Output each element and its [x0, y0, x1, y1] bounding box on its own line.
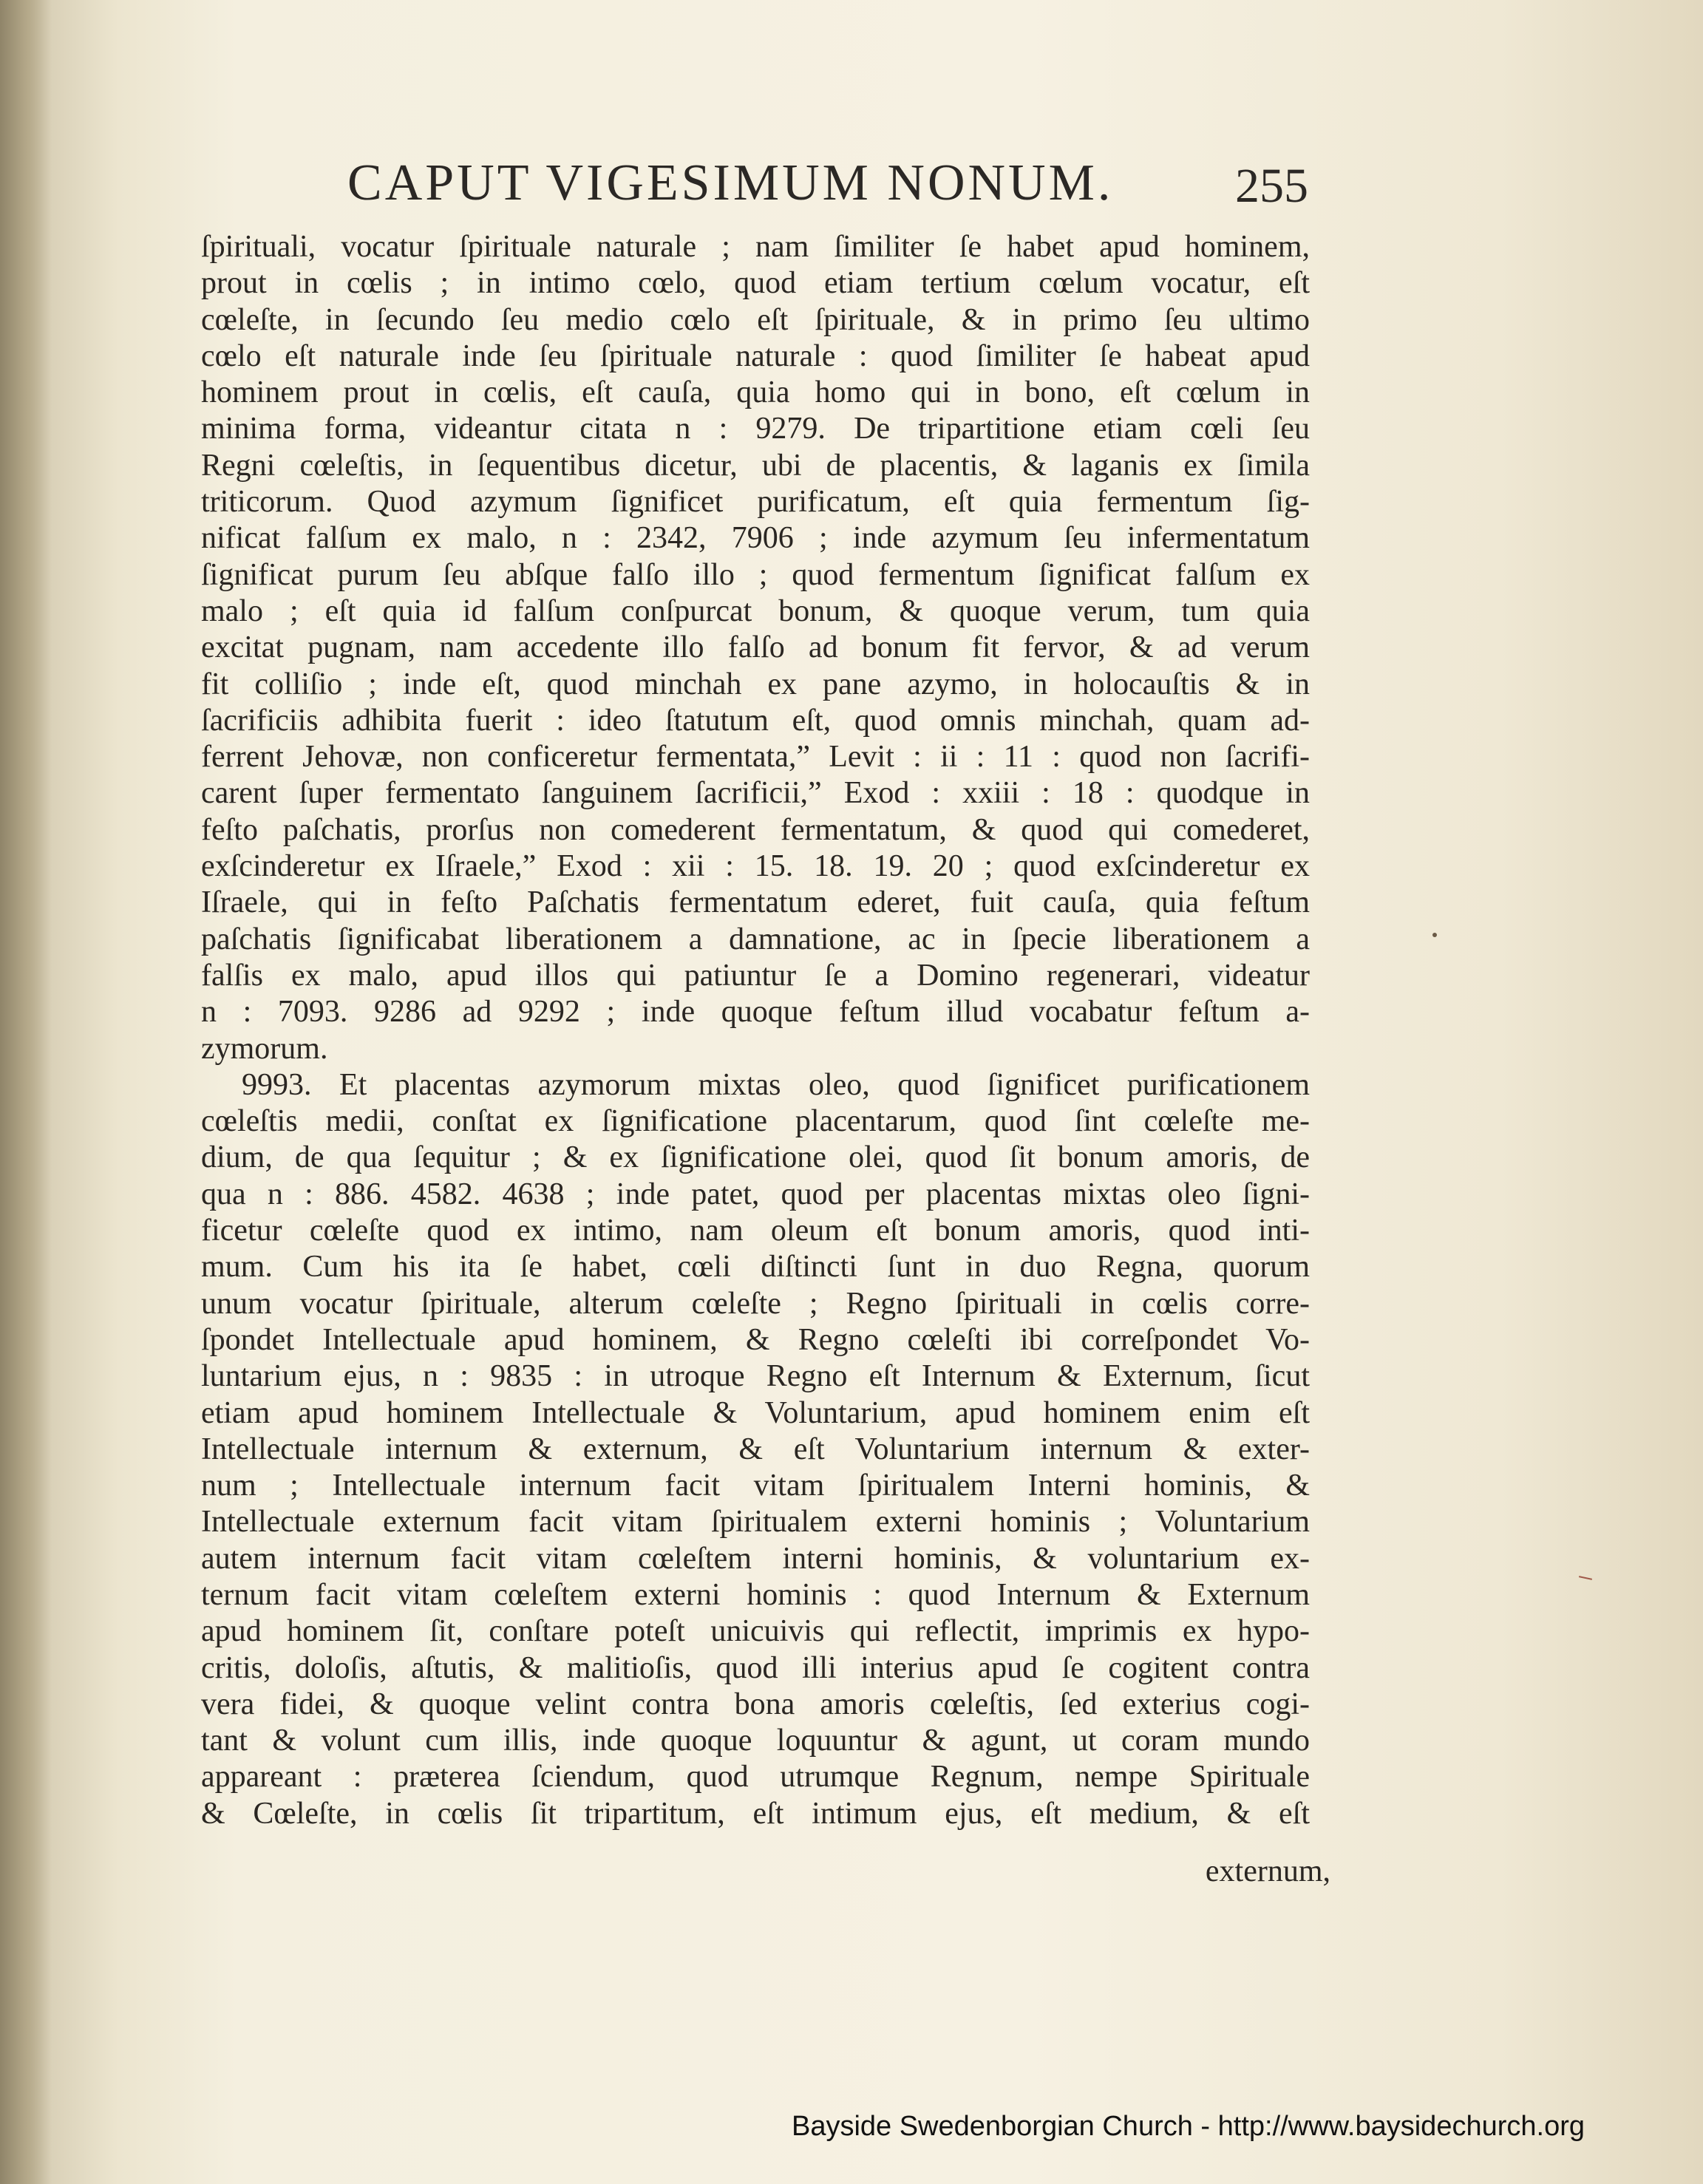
text-line: num ; Intellectuale internum facit vitam ſpiritualem Interni hominis, &	[201, 1469, 1310, 1503]
page-header	[347, 154, 1308, 213]
text-line: mum. Cum his ita ſe habet, cœli diſtincti ſunt in duo Regna, quorum	[201, 1250, 1310, 1285]
text-line: nificat falſum ex malo, n : 2342, 7906 ; inde azymum ſeu infermentatum	[201, 521, 1310, 556]
text-line: ſacrificiis adhibita fuerit : ideo ſtatutum eſt, quod omnis minchah, quam ad-	[201, 703, 1310, 738]
text-line: ſpirituali, vocatur ſpirituale naturale ; nam ſimiliter ſe habet apud hominem,	[201, 230, 1310, 264]
text-line: unum vocatur ſpirituale, alterum cœleſte ; Regno ſpirituali in cœlis corre-	[201, 1286, 1310, 1321]
text-line: excitat pugnam, nam accedente illo falſo ad bonum fit fervor, & ad verum	[201, 630, 1310, 665]
book-spine-shadow	[0, 0, 52, 2184]
text-line: minima forma, videantur citata n : 9279. De tripartitione etiam cœli ſeu	[201, 412, 1310, 446]
text-line: Intellectuale internum & externum, & eſt Voluntarium internum & exter-	[201, 1432, 1310, 1466]
text-line: exſcinderetur ex Iſraele,” Exod : xii : 15. 18. 19. 20 ; quod exſcinderetur ex	[201, 849, 1310, 884]
source-watermark: Bayside Swedenborgian Church - http://www.baysidechurch.org	[791, 2111, 1585, 2142]
text-line: cœleſtis medii, conſtat ex ſignificatione placentarum, quod ſint cœleſte me-	[201, 1104, 1310, 1139]
text-line: Regni cœleſtis, in ſequentibus dicetur, ubi de placentis, & laganis ex ſimila	[201, 448, 1310, 483]
text-line: zymorum.	[201, 1031, 328, 1066]
text-line: Iſraele, qui in feſto Paſchatis fermentatum ederet, fuit cauſa, quia feſtum	[201, 885, 1310, 920]
page-number: 255	[1235, 159, 1308, 213]
text-line: qua n : 886. 4582. 4638 ; inde patet, quod per placentas mixtas oleo ſigni-	[201, 1177, 1310, 1211]
text-line: ſpondet Intellectuale apud hominem, & Regno cœleſti ibi correſpondet Vo-	[201, 1322, 1310, 1357]
text-line: Intellectuale externum facit vitam ſpiritualem externi hominis ; Voluntarium	[201, 1505, 1310, 1540]
text-line: cœlo eſt naturale inde ſeu ſpirituale naturale : quod ſimiliter ſe habeat apud	[201, 339, 1310, 373]
text-line: appareant : præterea ſciendum, quod utrumque Regnum, nempe Spirituale	[201, 1760, 1310, 1795]
text-line: & Cœleſte, in cœlis ſit tripartitum, eſt intimum ejus, eſt medium, & eſt	[201, 1796, 1310, 1831]
text-line: autem internum facit vitam cœleſtem interni hominis, & voluntarium ex-	[201, 1541, 1310, 1576]
text-line: critis, doloſis, aſtutis, & malitioſis, quod illi interius apud ſe cogitent contra	[201, 1650, 1310, 1685]
text-line: falſis ex malo, apud illos qui patiuntur ſe a Domino regenerari, videatur	[201, 958, 1310, 993]
text-line: fit colliſio ; inde eſt, quod minchah ex pane azymo, in holocauſtis & in	[201, 667, 1310, 701]
text-line: ferrent Jehovæ, non conficeretur fermentata,” Levit : ii : 11 : quod non ſacrifi-	[201, 740, 1310, 775]
text-line: malo ; eſt quia id falſum conſpurcat bonum, & quoque verum, tum quia	[201, 593, 1310, 628]
text-line: ficetur cœleſte quod ex intimo, nam oleum eſt bonum amoris, quod inti-	[201, 1214, 1310, 1248]
text-line: triticorum. Quod azymum ſignificet purificatum, eſt quia fermentum ſig-	[201, 485, 1310, 520]
text-line: n : 7093. 9286 ad 9292 ; inde quoque feſtum illud vocabatur feſtum a-	[201, 995, 1310, 1030]
text-line: paſchatis ſignificabat liberationem a damnatione, ac in ſpecie liberationem a	[201, 922, 1310, 956]
body-text	[201, 229, 1310, 1832]
text-line: ternum facit vitam cœleſtem externi hominis : quod Internum & Externum	[201, 1577, 1310, 1612]
text-line: hominem prout in cœlis, eſt cauſa, quia homo qui in bono, eſt cœlum in	[201, 375, 1310, 410]
text-line: apud hominem ſit, conſtare poteſt unicuivis qui reflectit, imprimis ex hypo-	[201, 1614, 1310, 1649]
text-line: cœleſte, in ſecundo ſeu medio cœlo eſt ſpirituale, & in primo ſeu ultimo	[201, 302, 1310, 337]
running-title: CAPUT VIGESIMUM NONUM.	[347, 154, 1114, 211]
paper-speck	[1432, 933, 1437, 937]
text-line: feſto paſchatis, prorſus non comederent fermentatum, & quod qui comederet,	[201, 812, 1310, 847]
text-line: dium, de qua ſequitur ; & ex ſignificatione olei, quod ſit bonum amoris, de	[201, 1140, 1310, 1175]
text-line: ſignificat purum ſeu abſque falſo illo ; quod fermentum ſignificat falſum ex	[201, 557, 1310, 592]
text-line: carent ſuper fermentato ſanguinem ſacrificii,” Exod : xxiii : 18 : quodque in	[201, 776, 1310, 811]
text-line: 9993. Et placentas azymorum mixtas oleo, quod ſignificet purificationem	[242, 1067, 1310, 1102]
text-line: luntarium ejus, n : 9835 : in utroque Regno eſt Internum & Externum, ſicut	[201, 1359, 1310, 1394]
text-line: etiam apud hominem Intellectuale & Voluntarium, apud hominem enim eſt	[201, 1395, 1310, 1430]
text-line: tant & volunt cum illis, inde quoque loquuntur & agunt, ut coram mundo	[201, 1724, 1310, 1758]
text-line: vera fidei, & quoque velint contra bona amoris cœleſtis, ſed exterius cogi-	[201, 1687, 1310, 1721]
text-line: prout in cœlis ; in intimo cœlo, quod etiam tertium cœlum vocatur, eſt	[201, 266, 1310, 301]
catchword: externum,	[1205, 1854, 1330, 1888]
